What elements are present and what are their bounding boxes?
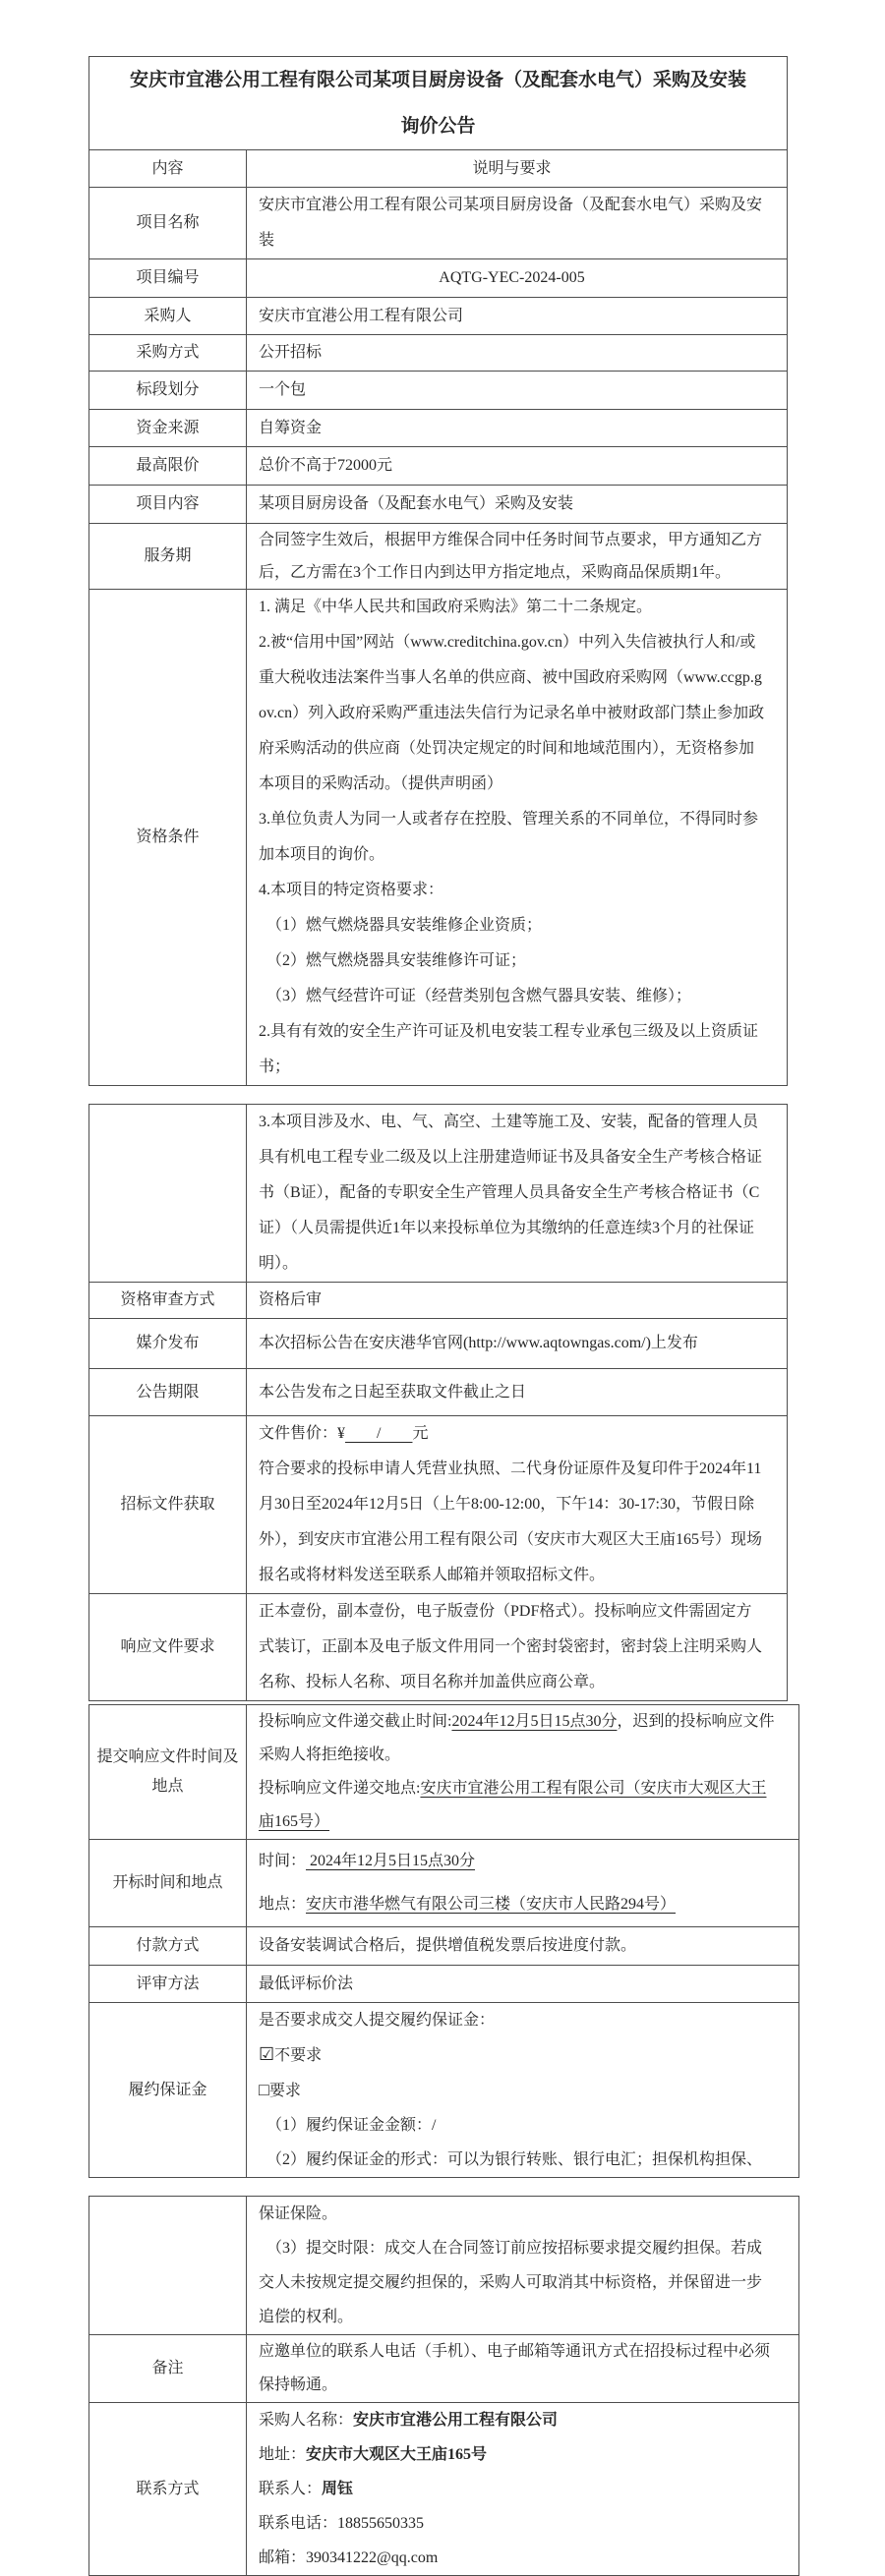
contact-label: 联系方式: [89, 2403, 247, 2576]
row-performance-bond: [89, 2003, 799, 2178]
row-document-obtain: [89, 1416, 788, 1594]
document-title: [89, 57, 788, 150]
price-blank-line: /: [345, 1425, 413, 1442]
contact-value: [247, 2403, 799, 2576]
response-requirement-label: 响应文件要求: [89, 1594, 247, 1701]
row-max-price: [89, 447, 788, 486]
qualification-item-4-2: （2）燃气燃烧器具安装维修许可证；: [259, 952, 527, 969]
bid-opening-time-value: 2024年12月5日15点30分: [306, 1853, 476, 1869]
row-qualification-continued: [89, 1105, 788, 1283]
contact-purchaser-value: 安庆市宜港公用工程有限公司: [353, 2412, 559, 2429]
bond-deadline-line: （3）提交时限：成交人在合同签订前应按招标要求提交履约担保。若成交人未按规定提交履约担保的，采购人可取消其中标资格，并保留进一步追偿的权利。: [259, 2240, 763, 2325]
info-table-4: [88, 2196, 799, 2576]
performance-bond-value: [247, 2003, 799, 2178]
service-period-label: 服务期: [89, 524, 247, 590]
row-project-name: [89, 188, 788, 259]
contact-phone-label: 联系电话：: [259, 2515, 338, 2532]
media-release-value: 本次招标公告在安庆港华官网(http://www.aqtowngas.com/)上发布: [247, 1319, 788, 1369]
document-obtain-label: 招标文件获取: [89, 1416, 247, 1594]
submit-place-value: 安庆市宜港公用工程有限公司（安庆市大观区大王庙165号）: [259, 1780, 767, 1830]
section-division-value: 一个包: [247, 372, 788, 410]
media-release-label: 媒介发布: [89, 1319, 247, 1369]
qualification-item-1: 1. 满足《中华人民共和国政府采购法》第二十二条规定。: [259, 599, 653, 615]
contact-email-line: [259, 2541, 777, 2575]
header-description: 说明与要求: [247, 150, 788, 188]
max-price-value: 总价不高于72000元: [247, 447, 788, 486]
contact-person-label: 联系人：: [259, 2481, 323, 2497]
contact-address-line: [259, 2437, 777, 2472]
row-purchaser: [89, 298, 788, 335]
contact-purchaser-line: [259, 2403, 777, 2437]
project-content-value: 某项目厨房设备（及配套水电气）采购及安装: [247, 486, 788, 524]
unchecked-checkbox-icon: □: [259, 2080, 269, 2099]
row-service-period: [89, 524, 788, 590]
row-bid-opening: [89, 1840, 799, 1927]
contact-phone-line: [259, 2506, 777, 2541]
qualification-item-5: 2.具有有效的安全生产许可证及机电安装工程专业承包三级及以上资质证书；: [259, 1023, 759, 1075]
price-prefix: 文件售价：¥: [259, 1425, 346, 1442]
price-suffix: 元: [412, 1425, 429, 1442]
purchaser-label: 采购人: [89, 298, 247, 335]
qualification-review-value: 资格后审: [247, 1283, 788, 1319]
contact-person-value: 周钰: [322, 2481, 354, 2497]
bid-opening-time-line: [259, 1840, 777, 1883]
project-content-label: 项目内容: [89, 486, 247, 524]
submit-response-value: [247, 1705, 799, 1840]
qualification-item-4: 4.本项目的特定资格要求：: [259, 882, 444, 898]
submit-place-prefix: 投标响应文件递交地点:: [259, 1780, 421, 1797]
service-period-value: 合同签字生效后，根据甲方维保合同中任务时间节点要求，甲方通知乙方后，乙方需在3个工作日内到达甲方指定地点，采购商品保质期1年。: [247, 524, 788, 590]
qualification-item-4-3: （3）燃气经营许可证（经营类别包含燃气器具安装、维修）；: [259, 988, 692, 1004]
submit-deadline-datetime: 2024年12月5日15点30分: [451, 1713, 618, 1730]
bond-required-text: 要求: [268, 2083, 301, 2099]
qualification-review-label: 资格审查方式: [89, 1283, 247, 1319]
bond-question-line: 是否要求成交人提交履约保证金：: [259, 2012, 496, 2029]
header-row: [89, 150, 788, 188]
header-content: 内容: [89, 150, 247, 188]
title-line-2: 询价公告: [400, 116, 476, 137]
project-number-label: 项目编号: [89, 259, 247, 298]
qualification-cont-value: [247, 1105, 788, 1283]
row-media-release: [89, 1319, 788, 1369]
row-qualification: [89, 590, 788, 1086]
bond-cont-label: [89, 2197, 247, 2335]
row-contact: [89, 2403, 799, 2576]
notice-period-value: 本公告发布之日起至获取文件截止之日: [247, 1369, 788, 1416]
response-requirement-value: 正本壹份，副本壹份，电子版壹份（PDF格式）。投标响应文件需固定方式装订，正副本及电子版文件用同一个密封袋密封，密封袋上注明采购人名称、投标人名称、项目名称并加盖供应商公章。: [247, 1594, 788, 1701]
purchaser-value: 安庆市宜港公用工程有限公司: [247, 298, 788, 335]
document-obtain-desc: 符合要求的投标申请人凭营业执照、二代身份证原件及复印件于2024年11月30日至2024年12月5日（上午8:00-12:00，下午14：30-17:30，节假日除外），到安庆市宜港公用工程有限公司（安庆市大观区大王庙165号）现场报名或将材料发送至联系人邮箱并领取招标文件。: [259, 1460, 763, 1583]
row-response-requirement: [89, 1594, 788, 1701]
row-procurement-method: [89, 335, 788, 372]
bond-option-required: [259, 2073, 777, 2108]
fund-source-value: 自筹资金: [247, 410, 788, 447]
document-price-line: [259, 1416, 765, 1452]
notice-period-label: 公告期限: [89, 1369, 247, 1416]
qualification-cont-label: [89, 1105, 247, 1283]
bid-opening-label: 开标时间和地点: [89, 1840, 247, 1927]
title-row: [89, 57, 788, 150]
row-remark: [89, 2335, 799, 2403]
procurement-method-value: 公开招标: [247, 335, 788, 372]
contact-person-line: [259, 2472, 777, 2506]
bond-option-not-required: [259, 2037, 777, 2073]
checked-checkbox-icon: ☑: [259, 2044, 275, 2064]
contact-address-value: 安庆市大观区大王庙165号: [306, 2446, 488, 2463]
submit-deadline-prefix: 投标响应文件递交截止时间:: [259, 1713, 452, 1730]
fund-source-label: 资金来源: [89, 410, 247, 447]
max-price-label: 最高限价: [89, 447, 247, 486]
contact-email-value: 390341222@qq.com: [306, 2549, 439, 2566]
submit-place-line: [259, 1772, 777, 1839]
bond-not-required-text: 不要求: [274, 2047, 323, 2064]
contact-address-label: 地址：: [259, 2446, 307, 2463]
bid-opening-value: [247, 1840, 799, 1927]
remark-value: 应邀单位的联系人电话（手机）、电子邮箱等通讯方式在招投标过程中必须保持畅通。: [247, 2335, 799, 2403]
submit-deadline-line: [259, 1705, 777, 1772]
row-submit-response: [89, 1705, 799, 1840]
submit-response-label: 提交响应文件时间及地点: [89, 1705, 247, 1840]
document-obtain-value: [247, 1416, 788, 1594]
section-division-label: 标段划分: [89, 372, 247, 410]
row-notice-period: [89, 1369, 788, 1416]
title-line-1: 安庆市宜港公用工程有限公司某项目厨房设备（及配套水电气）采购及安装: [129, 70, 746, 90]
performance-bond-label: 履约保证金: [89, 2003, 247, 2178]
bond-form-line: （2）履约保证金的形式：可以为银行转账、银行电汇；担保机构担保、: [259, 2151, 763, 2168]
row-project-content: [89, 486, 788, 524]
payment-method-label: 付款方式: [89, 1927, 247, 1966]
project-name-label: 项目名称: [89, 188, 247, 259]
qualification-item-6: 3.本项目涉及水、电、气、高空、土建等施工及、安装，配备的管理人员具有机电工程专业二级及以上注册建造师证书及具备安全生产考核合格证书（B证），配备的专职安全生产管理人员具备安全生产考核合格证书（C证）（人员需提供近1年以来投标单位为其缴纳的任意连续3个月的社保证明）。: [259, 1114, 763, 1272]
bond-cont-value: [247, 2197, 799, 2335]
project-number-value: AQTG-YEC-2024-005: [247, 259, 788, 298]
info-table-1: [88, 56, 788, 1086]
contact-phone-value: 18855650335: [337, 2515, 425, 2532]
qualification-item-3: 3.单位负责人为同一人或者存在控股、管理关系的不同单位，不得同时参加本项目的询价。: [259, 811, 759, 863]
bid-opening-place-value: 安庆市港华燃气有限公司三楼（安庆市人民路294号）: [306, 1896, 677, 1913]
info-table-3: [88, 1704, 799, 2178]
row-fund-source: [89, 410, 788, 447]
qualification-value: [247, 590, 788, 1086]
bid-opening-place-label: 地点：: [259, 1896, 307, 1913]
evaluation-method-value: 最低评标价法: [247, 1966, 799, 2003]
contact-email-label: 邮箱：: [259, 2549, 307, 2566]
project-name-value: 安庆市宜港公用工程有限公司某项目厨房设备（及配套水电气）采购及安装: [247, 188, 788, 259]
bond-amount-line: （1）履约保证金金额：/: [259, 2117, 437, 2134]
bid-opening-time-label: 时间：: [259, 1853, 307, 1869]
row-section-division: [89, 372, 788, 410]
qualification-label: 资格条件: [89, 590, 247, 1086]
bid-opening-place-line: [259, 1883, 777, 1926]
row-bond-continued: [89, 2197, 799, 2335]
payment-method-value: 设备安装调试合格后，提供增值税发票后按进度付款。: [247, 1927, 799, 1966]
remark-label: 备注: [89, 2335, 247, 2403]
row-evaluation-method: [89, 1966, 799, 2003]
qualification-item-4-1: （1）燃气燃烧器具安装维修企业资质；: [259, 917, 543, 934]
row-payment-method: [89, 1927, 799, 1966]
info-table-2: [88, 1104, 788, 1701]
bond-insurance-line: 保证保险。: [259, 2205, 338, 2222]
qualification-item-2: 2.被“信用中国”网站（www.creditchina.gov.cn）中列入失信被执行人和/或重大税收违法案件当事人名单的供应商、被中国政府采购网（www.ccgp.gov.cn）列入政府采购严重违法失信行为记录名单中被财政部门禁止参加政府采购活动的供应商（处罚决定规定的时间和地域范围内），无资格参加本项目的采购活动。（提供声明函）: [259, 634, 765, 792]
row-project-number: [89, 259, 788, 298]
evaluation-method-label: 评审方法: [89, 1966, 247, 2003]
contact-purchaser-label: 采购人名称：: [259, 2412, 354, 2429]
row-qualification-review: [89, 1283, 788, 1319]
procurement-method-label: 采购方式: [89, 335, 247, 372]
submit-deadline-suffix: ，迟到的投标响应文件采购人将拒绝接收。: [259, 1713, 775, 1763]
